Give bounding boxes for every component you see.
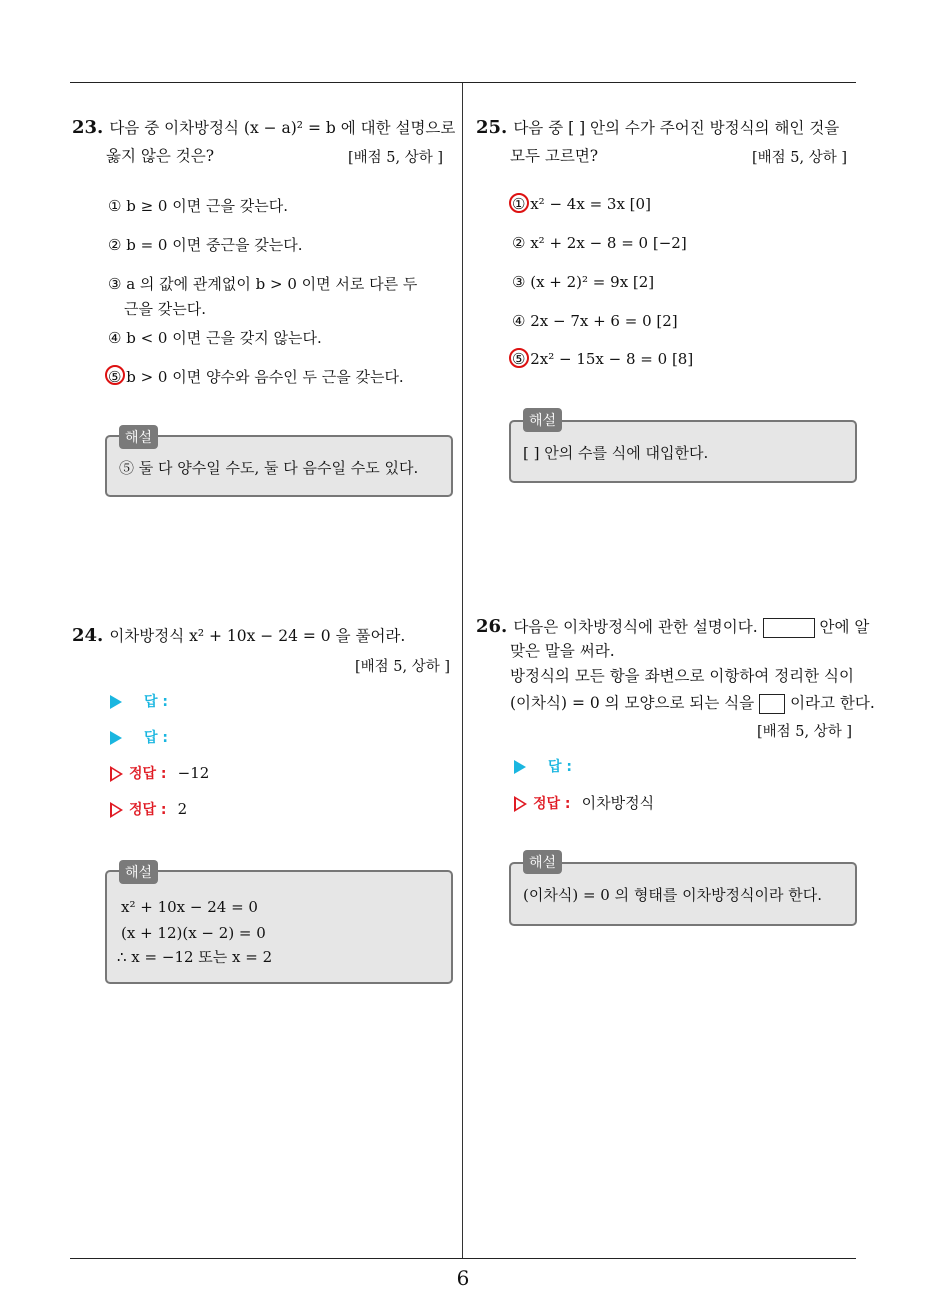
- q26-line3: 방정식의 모든 항을 좌변으로 이항하여 정리한 식이: [510, 667, 854, 685]
- q26-meta: [배점 5, 상하 ]: [757, 724, 853, 740]
- q24-explain-line-1: x² + 10x − 24 = 0: [121, 898, 258, 916]
- q23-option-2[interactable]: ② b = 0 이면 중근을 갖는다.: [108, 236, 303, 254]
- page-number: 6: [456, 1266, 470, 1290]
- bottom-rule: [70, 1258, 856, 1259]
- play-arrow-icon: [110, 731, 122, 745]
- q23-line2: 옳지 않은 것은?: [106, 147, 215, 165]
- q23-meta: [배점 5, 상하 ]: [348, 150, 444, 166]
- q24-correct-value-1: −12: [177, 764, 210, 782]
- q26-blank-1[interactable]: [763, 618, 815, 638]
- q24-line1: 24. 이차방정식 x² + 10x − 24 = 0 을 풀어라.: [72, 625, 406, 646]
- q26-blank-2[interactable]: [759, 694, 785, 714]
- q25-answer-mark-1: [509, 193, 529, 213]
- q26-explain-tag: 해설: [523, 850, 562, 874]
- q24-explain-box: [105, 870, 453, 984]
- top-rule: [70, 82, 856, 83]
- q25-line1: 25. 다음 중 [ ] 안의 수가 주어진 방정식의 해인 것을: [476, 117, 840, 138]
- q23-option-3[interactable]: ③ a 의 값에 관계없이 b > 0 이면 서로 다른 두: [108, 275, 418, 293]
- q26-correct-value: 이차방정식: [581, 794, 655, 812]
- play-arrow-icon: [514, 760, 526, 774]
- q25-line2: 모두 고르면?: [510, 147, 599, 165]
- q25-option-3[interactable]: ③ (x + 2)² = 9x [2]: [512, 273, 655, 291]
- q26-line4: (이차식) = 0 의 모양으로 되는 식을 이라고 한다.: [510, 694, 875, 712]
- q25-option-2[interactable]: ② x² + 2x − 8 = 0 [−2]: [512, 234, 687, 252]
- q26-answer-row[interactable]: 답 :: [514, 756, 572, 776]
- q24-correct-row-2: 정답 : 2: [110, 799, 187, 819]
- q25-option-1[interactable]: ① x² − 4x = 3x [0]: [512, 195, 651, 213]
- q23-option-3-cont: 근을 갖는다.: [124, 300, 206, 318]
- q25-answer-mark-5: [509, 348, 529, 368]
- q24-answer-row-2[interactable]: 답 :: [110, 727, 168, 747]
- q25-option-4[interactable]: ④ 2x − 7x + 6 = 0 [2]: [512, 312, 678, 330]
- q25-explain-tag: 해설: [523, 408, 562, 432]
- column-divider: [462, 83, 463, 1258]
- q24-number: 24.: [72, 625, 104, 646]
- q23-answer-mark: [105, 365, 125, 385]
- q26-line2: 맞은 말을 써라.: [510, 642, 615, 660]
- q23-option-4[interactable]: ④ b < 0 이면 근을 갖지 않는다.: [108, 329, 322, 347]
- q23-option-1[interactable]: ① b ≥ 0 이면 근을 갖는다.: [108, 197, 288, 215]
- q23-explain-text: ⑤ 둘 다 양수일 수도, 둘 다 음수일 수도 있다.: [119, 459, 419, 477]
- q26-line1: 26. 다음은 이차방정식에 관한 설명이다. 안에 알: [476, 616, 870, 637]
- q23-option-5[interactable]: ⑤ b > 0 이면 양수와 음수인 두 근을 갖는다.: [108, 368, 404, 386]
- q24-explain-tag: 해설: [119, 860, 158, 884]
- q25-explain-text: [ ] 안의 수를 식에 대입한다.: [523, 444, 709, 462]
- q24-explain-line-3: ∴ x = −12 또는 x = 2: [117, 948, 273, 966]
- play-arrow-icon: [110, 695, 122, 709]
- q26-number: 26.: [476, 616, 508, 637]
- q24-correct-row-1: 정답 : −12: [110, 763, 209, 783]
- outline-arrow-icon: [514, 796, 527, 812]
- q25-option-5[interactable]: ⑤ 2x² − 15x − 8 = 0 [8]: [512, 350, 694, 368]
- outline-arrow-icon: [110, 802, 123, 818]
- q25-meta: [배점 5, 상하 ]: [752, 150, 848, 166]
- q24-meta: [배점 5, 상하 ]: [355, 659, 451, 675]
- q23-line1: 23. 다음 중 이차방정식 (x − a)² = b 에 대한 설명으로: [72, 117, 456, 138]
- q23-explain-tag: 해설: [119, 425, 158, 449]
- q23-number: 23.: [72, 117, 104, 138]
- q26-explain-text: (이차식) = 0 의 형태를 이차방정식이라 한다.: [523, 886, 823, 904]
- q24-correct-value-2: 2: [177, 800, 188, 818]
- q24-answer-row-1[interactable]: 답 :: [110, 691, 168, 711]
- q26-correct-row: 정답 : 이차방정식: [514, 792, 654, 813]
- q25-number: 25.: [476, 117, 508, 138]
- outline-arrow-icon: [110, 766, 123, 782]
- q24-explain-line-2: (x + 12)(x − 2) = 0: [121, 924, 266, 942]
